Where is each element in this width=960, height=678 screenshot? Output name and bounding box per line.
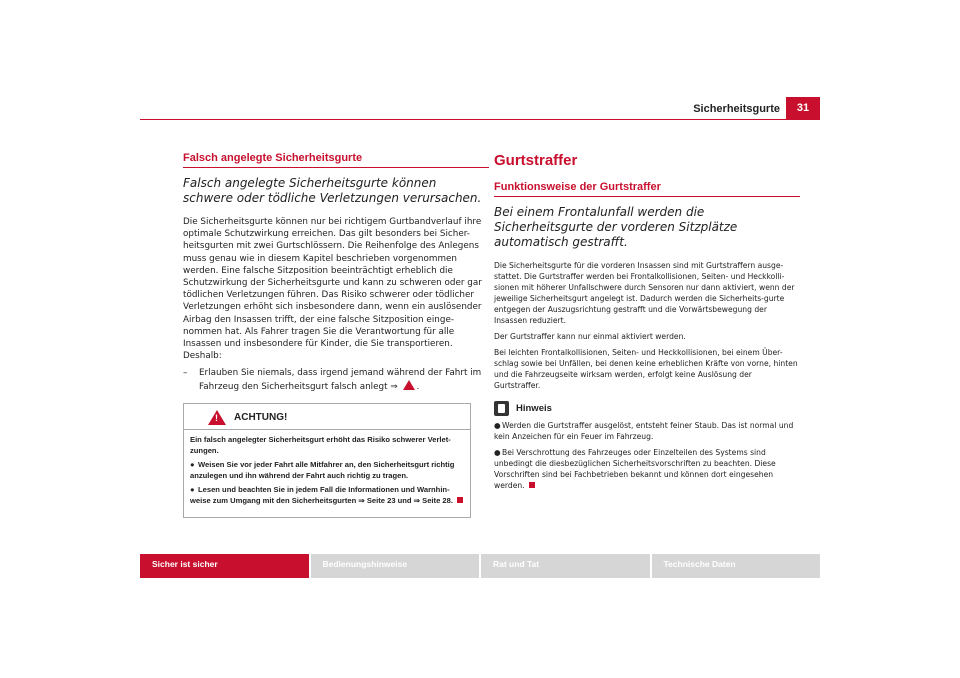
note-bullet: ●Werden die Gurtstraffer ausgelöst, entsteht feiner Staub. Das ist normal und kein Anzeichen für ein Feuer im Fahrzeug. — [494, 421, 794, 441]
section-title: Falsch angelegte Sicherheitsgurte — [183, 152, 489, 168]
note-bullet: ●Bei Verschrottung des Fahrzeuges oder Einzelteilen des Systems sind unbedingt die diesbezüglichen Sicherheitsvorschriften zu beachten. Diese Vorschriften sind bei Fachbetrieben bekannt und können dort eingesehen werden. — [494, 448, 776, 490]
note-title: Hinweis — [516, 403, 552, 414]
warning-triangle-icon[interactable] — [403, 380, 415, 390]
warning-bullet: ● Lesen und beachten Sie in jedem Fall die Informationen und Warnhin-weise zum Umgang mit den Sicherheitsgurten ⇒ Seite 23 und ⇒ Seite 28. — [190, 484, 464, 506]
body-paragraph: Der Gurtstraffer kann nur einmal aktiviert werden. — [494, 332, 686, 341]
bullet-icon: ● — [190, 459, 195, 469]
warning-bullet: ● Weisen Sie vor jeder Fahrt alle Mitfahrer an, den Sicherheitsgurt richtig anzulegen und ihn während der Fahrt auch richtig zu tragen. — [190, 459, 455, 480]
dash-list-item: – Erlauben Sie niemals, dass irgend jemand während der Fahrt im Fahrzeug den Sicherheitsgurt falsch anlegt ⇒ . — [183, 368, 482, 392]
body-text: Die Sicherheitsgurte können nur bei richtigem Gurtbandverlauf ihre optimale Schutzwirkung erreichen. Das gilt besonders bei Sicher-heitsgurten mit zwei Gurtschlössern. Die Reihenfolge des Anlegens muss genau wie in diesem Kapitel beschrieben vorgenommen werden. Eine falsche Sitzposition beeinträchtigt erheblich die Schutzwirkung der Sicherheitsgurte und kann zu schweren oder gar tödlichen Verletzungen führen. Das Risiko schwerer oder tödlicher Verletzungen erhöht sich insbesondere dann, wenn ein auslösender Airbag den Insassen trifft, der eine falsche Sitzposition einge-nommen hat. Als Fahrer tragen Sie die Verantwortung für alle Insassen und insbesondere für Kinder, die Sie transportieren. Deshalb: — [183, 217, 482, 362]
warning-icon — [208, 410, 226, 425]
footer-tab-bedienungshinweise[interactable]: Bedienungshinweise — [311, 554, 480, 578]
lead-text: Bei einem Frontalunfall werden die Sicherheitsgurte der vorderen Sitzplätze automatisch gestrafft. — [494, 205, 738, 249]
warning-title: ACHTUNG! — [234, 411, 288, 423]
bullet-icon: ● — [494, 448, 501, 457]
end-marker-icon — [529, 482, 535, 488]
footer-tab-rat-und-tat[interactable]: Rat und Tat — [481, 554, 650, 578]
warning-intro: Ein falsch angelegter Sicherheitsgurt erhöht das Risiko schwerer Verlet-zungen. — [190, 434, 451, 455]
warning-header — [184, 404, 470, 429]
note-icon — [494, 401, 509, 416]
header-rule — [140, 119, 820, 120]
body-paragraph: Die Sicherheitsgurte für die vorderen Insassen sind mit Gurtstraffern ausge-stattet. Die Gurtstraffer werden bei Frontalkollisionen, Seiten- und Heckkolli-sionen mit höherer Unfallschwere durch Sensoren nur dann aktiviert, wenn der jeweilige Sicherheitsgurt angelegt ist. Dadurch werden die Sicherheits-gurte entgegen der Auszugsrichtung gestrafft und die Vorwärtsbewegung der Insassen reduziert. — [494, 261, 795, 325]
warning-box — [183, 403, 471, 518]
dash-item-text: Erlauben Sie niemals, dass irgend jemand während der Fahrt im Fahrzeug den Sicherheitsgurt falsch anlegt ⇒ — [199, 368, 482, 392]
section-title: Funktionsweise der Gurtstraffer — [494, 181, 800, 197]
left-column — [183, 152, 489, 518]
page-header-title: Sicherheitsgurte — [693, 103, 780, 115]
dash-marker: – — [183, 368, 188, 379]
warning-body — [184, 429, 470, 517]
lead-text: Falsch angelegte Sicherheitsgurte können schwere oder tödliche Verletzungen verursachen. — [183, 176, 482, 205]
note-header — [494, 401, 800, 416]
footer-nav — [140, 554, 820, 578]
page-number: 31 — [786, 97, 820, 119]
footer-tab-sicher-ist-sicher[interactable]: Sicher ist sicher — [140, 554, 309, 578]
bullet-icon: ● — [190, 484, 195, 494]
chapter-title: Gurtstraffer — [494, 152, 578, 169]
body-paragraph: Bei leichten Frontalkollisionen, Seiten- und Heckkollisionen, bei einem Über-schlag sowie bei Unfällen, bei denen keine erheblichen Kräfte von vorne, hinten und die Fahrzeugseite wirksam werden, erfolgt keine Auslösung der Gurtstraffer. — [494, 348, 798, 390]
bullet-icon: ● — [494, 421, 501, 430]
footer-tab-technische-daten[interactable]: Technische Daten — [652, 554, 821, 578]
end-marker-icon — [457, 497, 463, 503]
right-column — [494, 152, 800, 496]
